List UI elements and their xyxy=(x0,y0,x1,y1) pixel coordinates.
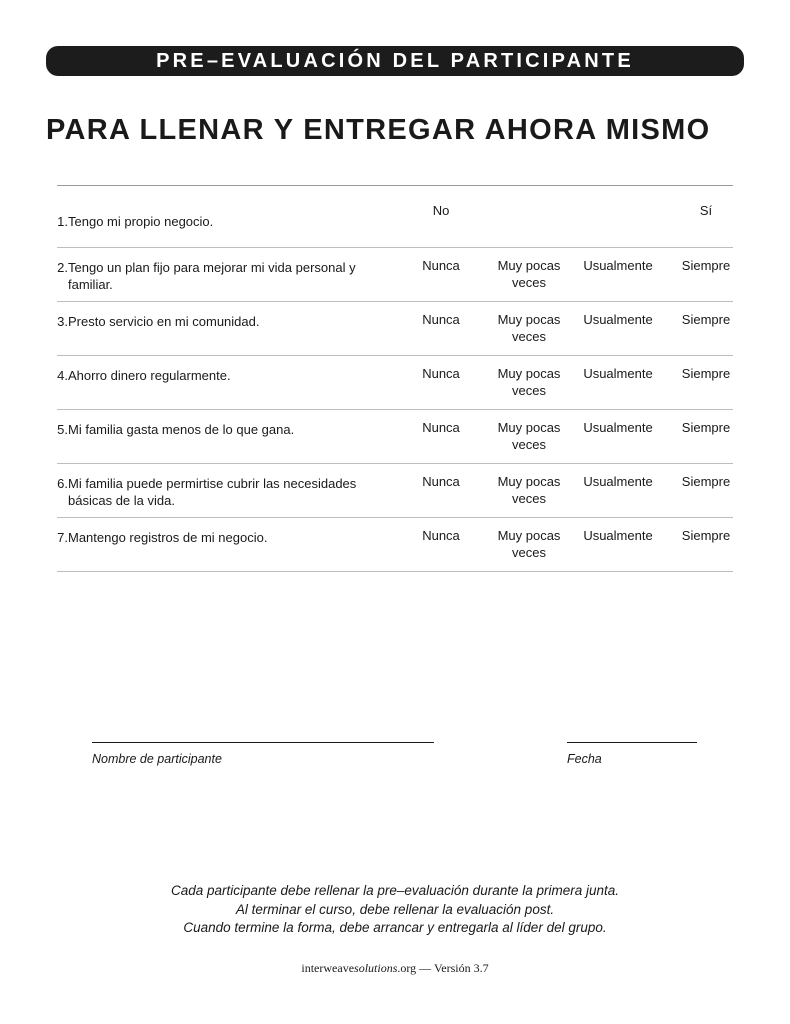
option-usualmente[interactable]: Usualmente xyxy=(583,420,653,435)
page-title: PARA LLENAR Y ENTREGAR AHORA MISMO xyxy=(46,114,711,146)
option-usualmente[interactable]: Usualmente xyxy=(583,474,653,489)
question-text: Tengo un plan fijo para mejorar mi vida personal y familiar. xyxy=(68,260,356,292)
option-usualmente[interactable]: Usualmente xyxy=(583,366,653,381)
option-siempre[interactable]: Siempre xyxy=(681,312,731,327)
option-siempre[interactable]: Siempre xyxy=(681,474,731,489)
question-number: 7. xyxy=(57,530,68,545)
question-number: 4. xyxy=(57,368,68,383)
question-number: 3. xyxy=(57,314,68,329)
option-nunca[interactable]: Nunca xyxy=(422,528,460,543)
option-muy-pocas-veces[interactable]: Muy pocas veces xyxy=(497,474,561,506)
question-text: Ahorro dinero regularmente. xyxy=(68,368,231,383)
question-number: 6. xyxy=(57,476,68,491)
option-muy-pocas-veces[interactable]: Muy pocas veces xyxy=(497,528,561,560)
question-text: Mi familia gasta menos de lo que gana. xyxy=(68,422,295,437)
option-nunca[interactable]: Nunca xyxy=(422,258,460,273)
footer-site-suffix: .org xyxy=(397,961,417,975)
date-line[interactable] xyxy=(567,742,697,743)
option-siempre[interactable]: Siempre xyxy=(681,366,731,381)
question-table xyxy=(57,185,733,572)
option-nunca[interactable]: Nunca xyxy=(422,420,460,435)
option-siempre[interactable]: Siempre xyxy=(681,420,731,435)
date-label: Fecha xyxy=(567,752,602,766)
option-muy-pocas-veces[interactable]: Muy pocas veces xyxy=(497,258,561,290)
option-muy-pocas-veces[interactable]: Muy pocas veces xyxy=(497,366,561,398)
option-nunca[interactable]: Nunca xyxy=(422,474,460,489)
option-usualmente[interactable]: Usualmente xyxy=(583,312,653,327)
question-text: Tengo mi propio negocio. xyxy=(68,214,214,229)
footer-site-italic: solutions xyxy=(354,961,398,975)
question-text: Mi familia puede permirtise cubrir las necesidades básicas de la vida. xyxy=(68,476,357,508)
option-si[interactable]: Sí xyxy=(699,203,713,218)
option-siempre[interactable]: Siempre xyxy=(681,258,731,273)
question-text: Presto servicio en mi comunidad. xyxy=(68,314,260,329)
question-row-5 xyxy=(57,410,733,464)
instruction-line: Cuando termine la forma, debe arrancar y entregarla al líder del grupo. xyxy=(183,920,607,935)
footer-version: — Versión 3.7 xyxy=(416,961,489,975)
question-row-4 xyxy=(57,356,733,410)
question-row-1 xyxy=(57,185,733,248)
question-row-7 xyxy=(57,518,733,572)
question-number: 5. xyxy=(57,422,68,437)
question-row-3 xyxy=(57,302,733,356)
option-usualmente[interactable]: Usualmente xyxy=(583,528,653,543)
footer-site-prefix: interweave xyxy=(301,961,355,975)
participant-name-line[interactable] xyxy=(92,742,434,743)
question-text: Mantengo registros de mi negocio. xyxy=(68,530,268,545)
question-row-2 xyxy=(57,248,733,302)
instruction-line: Cada participante debe rellenar la pre–evaluación durante la primera junta. xyxy=(170,883,620,898)
option-usualmente[interactable]: Usualmente xyxy=(583,258,653,273)
question-number: 1. xyxy=(57,214,68,229)
participant-name-label: Nombre de participante xyxy=(92,752,222,766)
option-muy-pocas-veces[interactable]: Muy pocas veces xyxy=(497,420,561,452)
footer xyxy=(0,961,790,976)
option-siempre[interactable]: Siempre xyxy=(681,528,731,543)
option-nunca[interactable]: Nunca xyxy=(422,312,460,327)
option-nunca[interactable]: Nunca xyxy=(422,366,460,381)
option-no[interactable]: No xyxy=(432,203,450,218)
question-row-6 xyxy=(57,464,733,518)
question-number: 2. xyxy=(57,260,68,275)
instructions xyxy=(0,882,790,938)
form-banner: PRE–EVALUACIÓN DEL PARTICIPANTE xyxy=(46,46,744,76)
instruction-line: Al terminar el curso, debe rellenar la evaluación post. xyxy=(235,901,555,917)
option-muy-pocas-veces[interactable]: Muy pocas veces xyxy=(497,312,561,344)
